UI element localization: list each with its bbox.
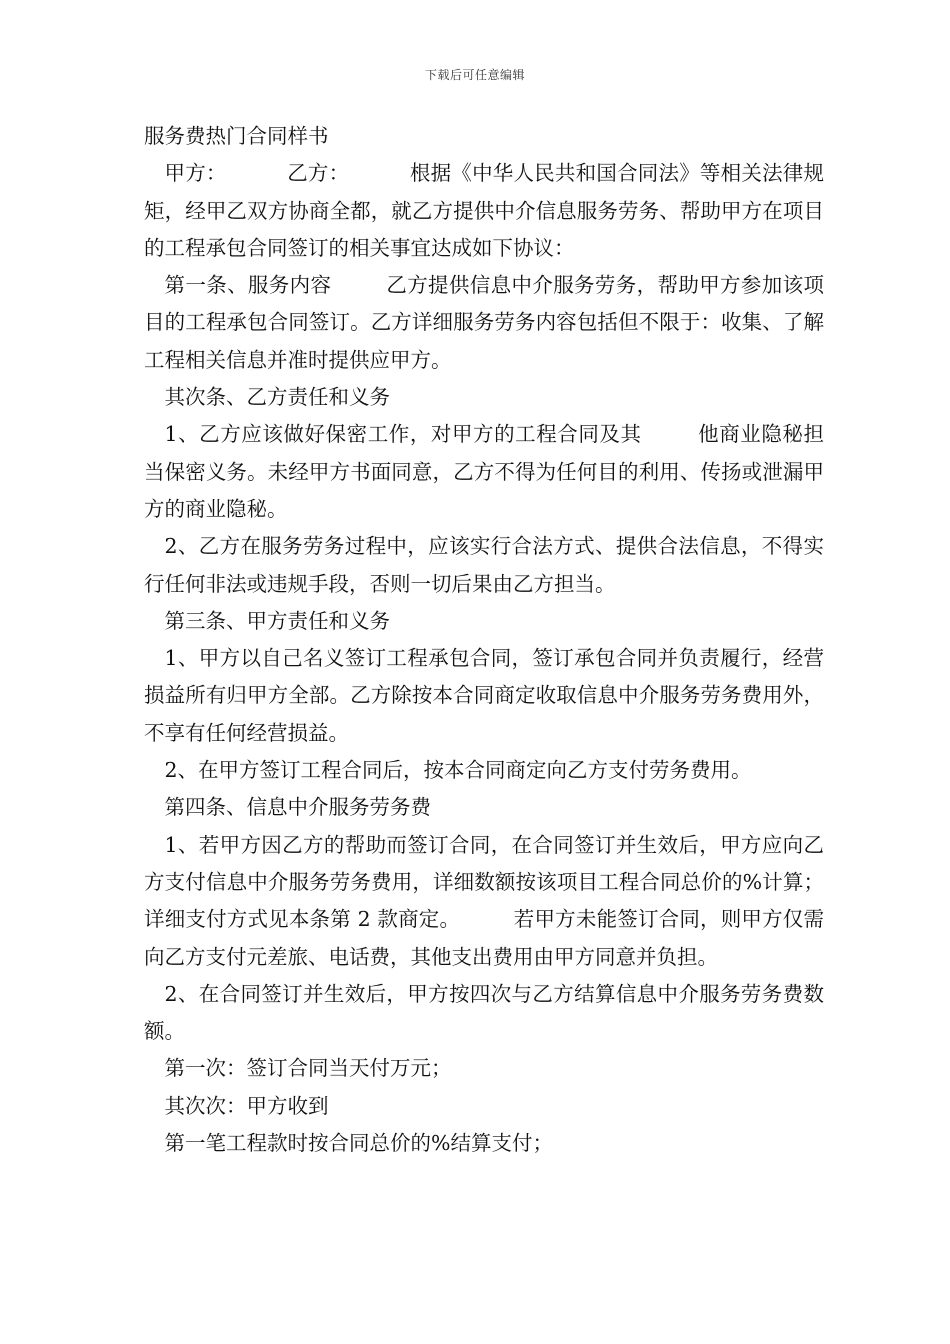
- paragraph-parties: 甲方： 乙方： 根据《中华人民共和国合同法》等相关法律规矩，经甲乙双方协商全都，就乙方提供中介信息服务劳务、帮助甲方在项目的工程承包合同签订的相关事宜达成如下协议：: [144, 161, 824, 260]
- paragraph-payment-1: 第一次：签订合同当天付万元；: [164, 1056, 452, 1081]
- document-body: [144, 118, 824, 1162]
- heading-article-2: 其次条、乙方责任和义务: [164, 385, 390, 410]
- paragraph-article-3-item-2: 2、在甲方签订工程合同后，按本合同商定向乙方支付劳务费用。: [164, 758, 752, 783]
- paragraph-article-2-item-2: 2、乙方在服务劳务过程中，应该实行合法方式、提供合法信息，不得实行任何非法或违规手段，否则一切后果由乙方担当。: [144, 534, 824, 596]
- paragraph-article-4-item-1: 1、若甲方因乙方的帮助而签订合同，在合同签订并生效后，甲方应向乙方支付信息中介服务劳务费用，详细数额按该项目工程合同总价的%计算；详细支付方式见本条第 2 款商定。 若甲方未能签订合同，则甲方仅需向乙方支付元差旅、电话费，其他支出费用由甲方同意并负担。: [144, 832, 824, 969]
- header-note: 下载后可任意编辑: [424, 68, 525, 82]
- paragraph-payment-2: 其次次：甲方收到: [164, 1093, 329, 1118]
- paragraph-payment-2-cont: 第一笔工程款时按合同总价的%结算支付；: [164, 1131, 553, 1156]
- document-title: 服务费热门合同样书: [144, 124, 329, 148]
- paragraph-article-2-item-1: 1、乙方应该做好保密工作，对甲方的工程合同及其 他商业隐秘担当保密义务。未经甲方书面同意，乙方不得为任何目的利用、传扬或泄漏甲方的商业隐秘。: [144, 422, 824, 521]
- paragraph-article-3-item-1: 1、甲方以自己名义签订工程承包合同，签订承包合同并负责履行，经营损益所有归甲方全部。乙方除按本合同商定收取信息中介服务劳务费用外，不享有任何经营损益。: [144, 646, 824, 745]
- paragraph-article-1: 第一条、服务内容 乙方提供信息中介服务劳务，帮助甲方参加该项目的工程承包合同签订。乙方详细服务劳务内容包括但不限于：收集、了解工程相关信息并准时提供应甲方。: [144, 273, 824, 372]
- paragraph-article-4-item-2: 2、在合同签订并生效后，甲方按四次与乙方结算信息中介服务劳务费数额。: [144, 981, 824, 1044]
- heading-article-4: 第四条、信息中介服务劳务费: [164, 795, 431, 820]
- heading-article-3: 第三条、甲方责任和义务: [164, 608, 390, 633]
